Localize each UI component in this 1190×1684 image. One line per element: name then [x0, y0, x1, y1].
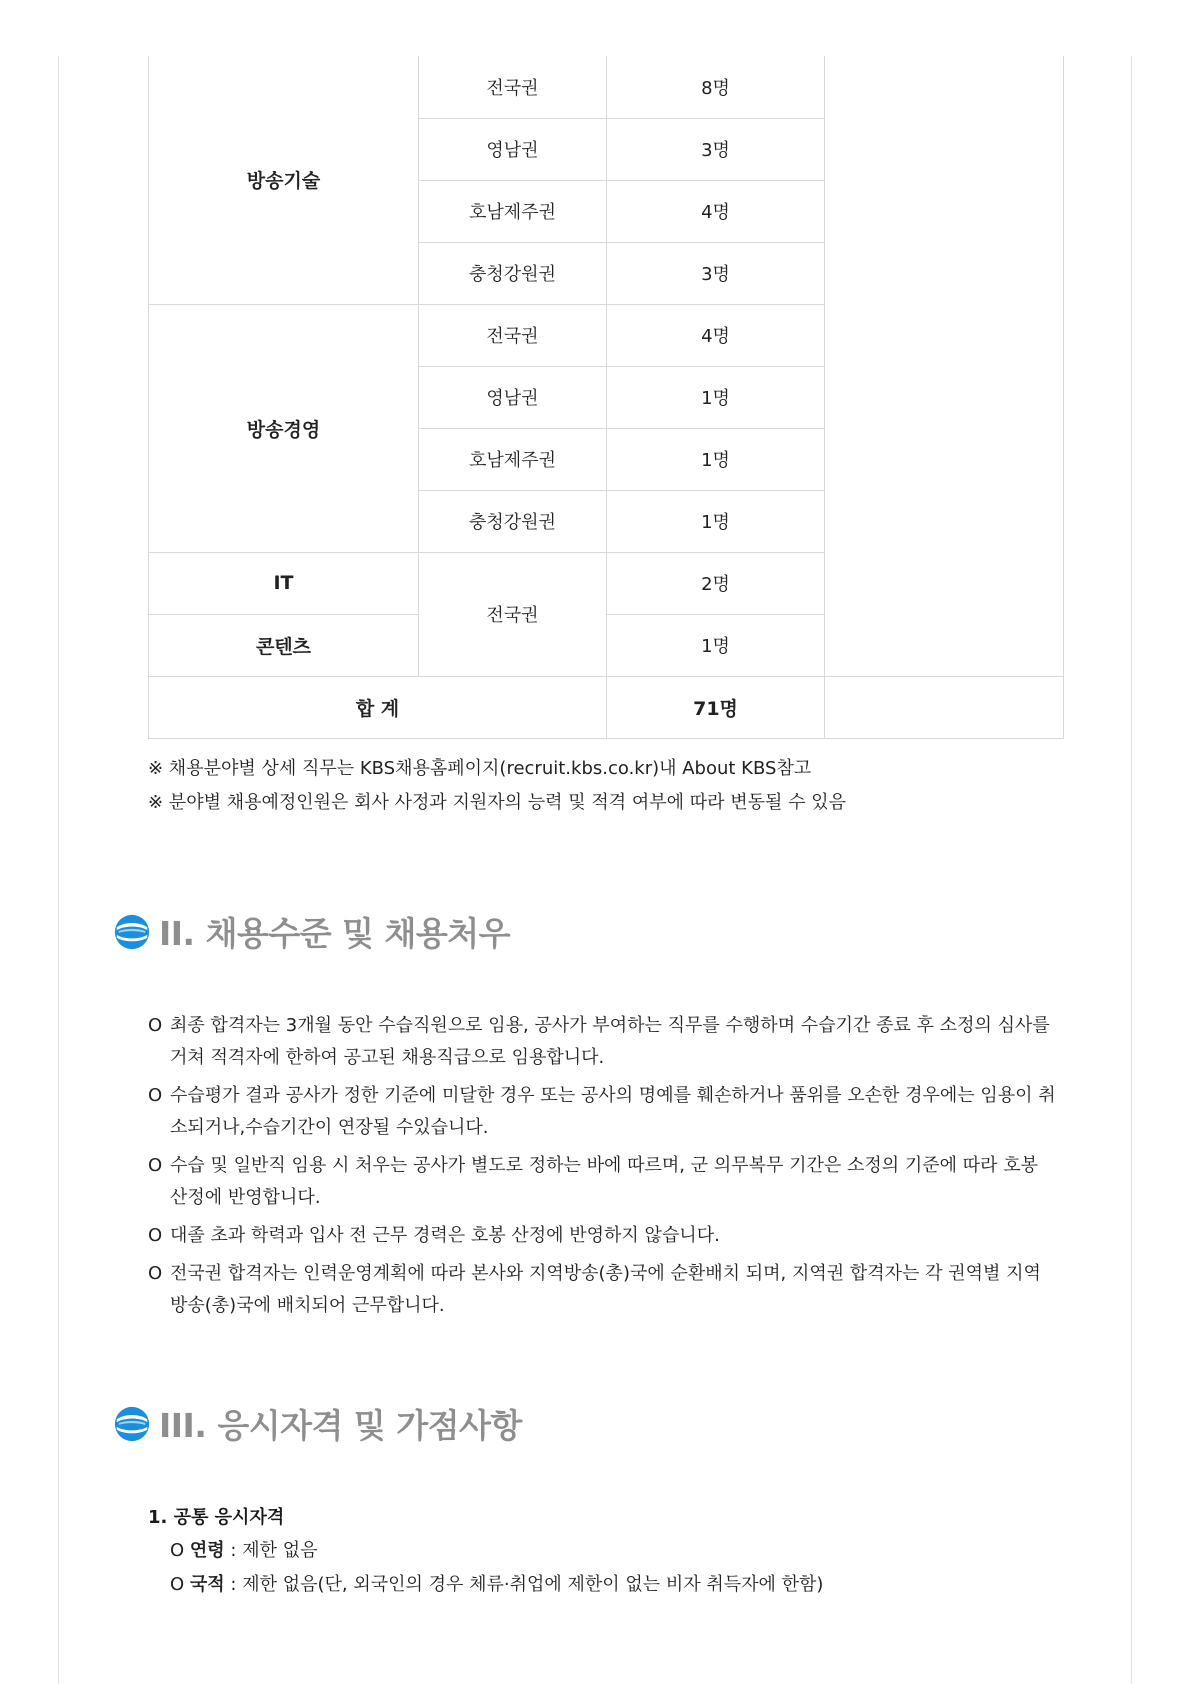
section-heading-qualifications	[113, 1400, 522, 1447]
bullet-mark: O	[148, 1263, 163, 1284]
list-item-text: 최종 합격자는 3개월 동안 수습직원으로 임용, 공사가 부여하는 직무를 수행하며 수습기간 종료 후 소정의 심사를 거쳐 적격자에 한하여 공고된 채용직급으로 임용합니다.	[170, 1015, 1050, 1068]
table-notes	[148, 752, 846, 820]
qualification-age	[148, 1534, 1048, 1568]
kbs-logo-icon	[113, 913, 151, 951]
region-cell: 전국권	[419, 56, 607, 118]
region-cell: 충청강원권	[419, 490, 607, 552]
region-cell: 전국권	[419, 304, 607, 366]
total-remarks-cell	[825, 676, 1064, 738]
total-label-cell: 합 계	[149, 676, 607, 738]
count-cell: 1명	[607, 490, 825, 552]
region-cell: 영남권	[419, 118, 607, 180]
region-cell: 전국권	[419, 552, 607, 676]
qualification-nationality	[148, 1568, 1048, 1602]
list-item-text: 수습평가 결과 공사가 정한 기준에 미달한 경우 또는 공사의 명예를 훼손하거나 품위를 오손한 경우에는 임용이 취소되거나,수습기간이 연장될 수있습니다.	[170, 1085, 1056, 1138]
qualification-key: 국적	[189, 1574, 225, 1595]
count-cell: 4명	[607, 180, 825, 242]
remarks-cell	[825, 56, 1064, 676]
bullet-mark: O	[148, 1085, 163, 1106]
bullet-mark: O	[170, 1540, 185, 1561]
region-cell: 충청강원권	[419, 242, 607, 304]
region-cell: 호남제주권	[419, 428, 607, 490]
page-frame-left	[58, 56, 59, 1684]
region-cell: 호남제주권	[419, 180, 607, 242]
total-count-cell: 71명	[607, 676, 825, 738]
qualifications-block	[148, 1502, 1048, 1602]
count-cell: 1명	[607, 366, 825, 428]
kbs-logo-icon	[113, 1405, 151, 1443]
list-item	[148, 1150, 1058, 1214]
bullet-mark: O	[170, 1574, 185, 1595]
field-cell: 방송기술	[149, 56, 419, 304]
page-frame-right	[1131, 56, 1132, 1684]
section-title: II. 채용수준 및 채용처우	[159, 914, 510, 953]
section-heading-treatment	[113, 908, 510, 955]
section-title: III. 응시자격 및 가점사항	[159, 1406, 522, 1445]
field-cell: 콘텐츠	[149, 614, 419, 676]
list-item-text: 수습 및 일반직 임용 시 처우는 공사가 별도로 정하는 바에 따르며, 군 의무복무 기간은 소정의 기준에 따라 호봉 산정에 반영합니다.	[170, 1155, 1039, 1208]
qualification-value: : 제한 없음	[224, 1540, 318, 1561]
list-item	[148, 1258, 1058, 1322]
table-total-row	[149, 676, 1064, 738]
list-item	[148, 1080, 1058, 1144]
count-cell: 8명	[607, 56, 825, 118]
qualification-value: : 제한 없음(단, 외국인의 경우 체류·취업에 제한이 없는 비자 취득자에 한함)	[224, 1574, 824, 1595]
bullet-mark: O	[148, 1225, 163, 1246]
count-cell: 1명	[607, 614, 825, 676]
list-item	[148, 1010, 1058, 1074]
count-cell: 1명	[607, 428, 825, 490]
count-cell: 3명	[607, 118, 825, 180]
qualification-key: 연령	[189, 1540, 225, 1561]
subsection-title: 1. 공통 응시자격	[148, 1507, 285, 1528]
count-cell: 2명	[607, 552, 825, 614]
count-cell: 3명	[607, 242, 825, 304]
count-cell: 4명	[607, 304, 825, 366]
bullet-mark: O	[148, 1155, 163, 1176]
note-item: ※ 채용분야별 상세 직무는 KBS채용홈페이지(recruit.kbs.co.kr)내 About KBS참고	[148, 758, 812, 779]
treatment-list	[148, 1010, 1058, 1328]
list-item-text: 전국권 합격자는 인력운영계획에 따라 본사와 지역방송(총)국에 순환배치 되며, 지역권 합격자는 각 권역별 지역방송(총)국에 배치되어 근무합니다.	[170, 1263, 1041, 1316]
field-cell: 방송경영	[149, 304, 419, 552]
note-item: ※ 분야별 채용예정인원은 회사 사정과 지원자의 능력 및 적격 여부에 따라 변동될 수 있음	[148, 792, 847, 813]
field-cell: IT	[149, 552, 419, 614]
bullet-mark: O	[148, 1015, 163, 1036]
list-item	[148, 1220, 1058, 1252]
recruitment-table	[148, 56, 1064, 739]
list-item-text: 대졸 초과 학력과 입사 전 근무 경력은 호봉 산정에 반영하지 않습니다.	[170, 1225, 720, 1246]
region-cell: 영남권	[419, 366, 607, 428]
table-row	[149, 56, 1064, 118]
